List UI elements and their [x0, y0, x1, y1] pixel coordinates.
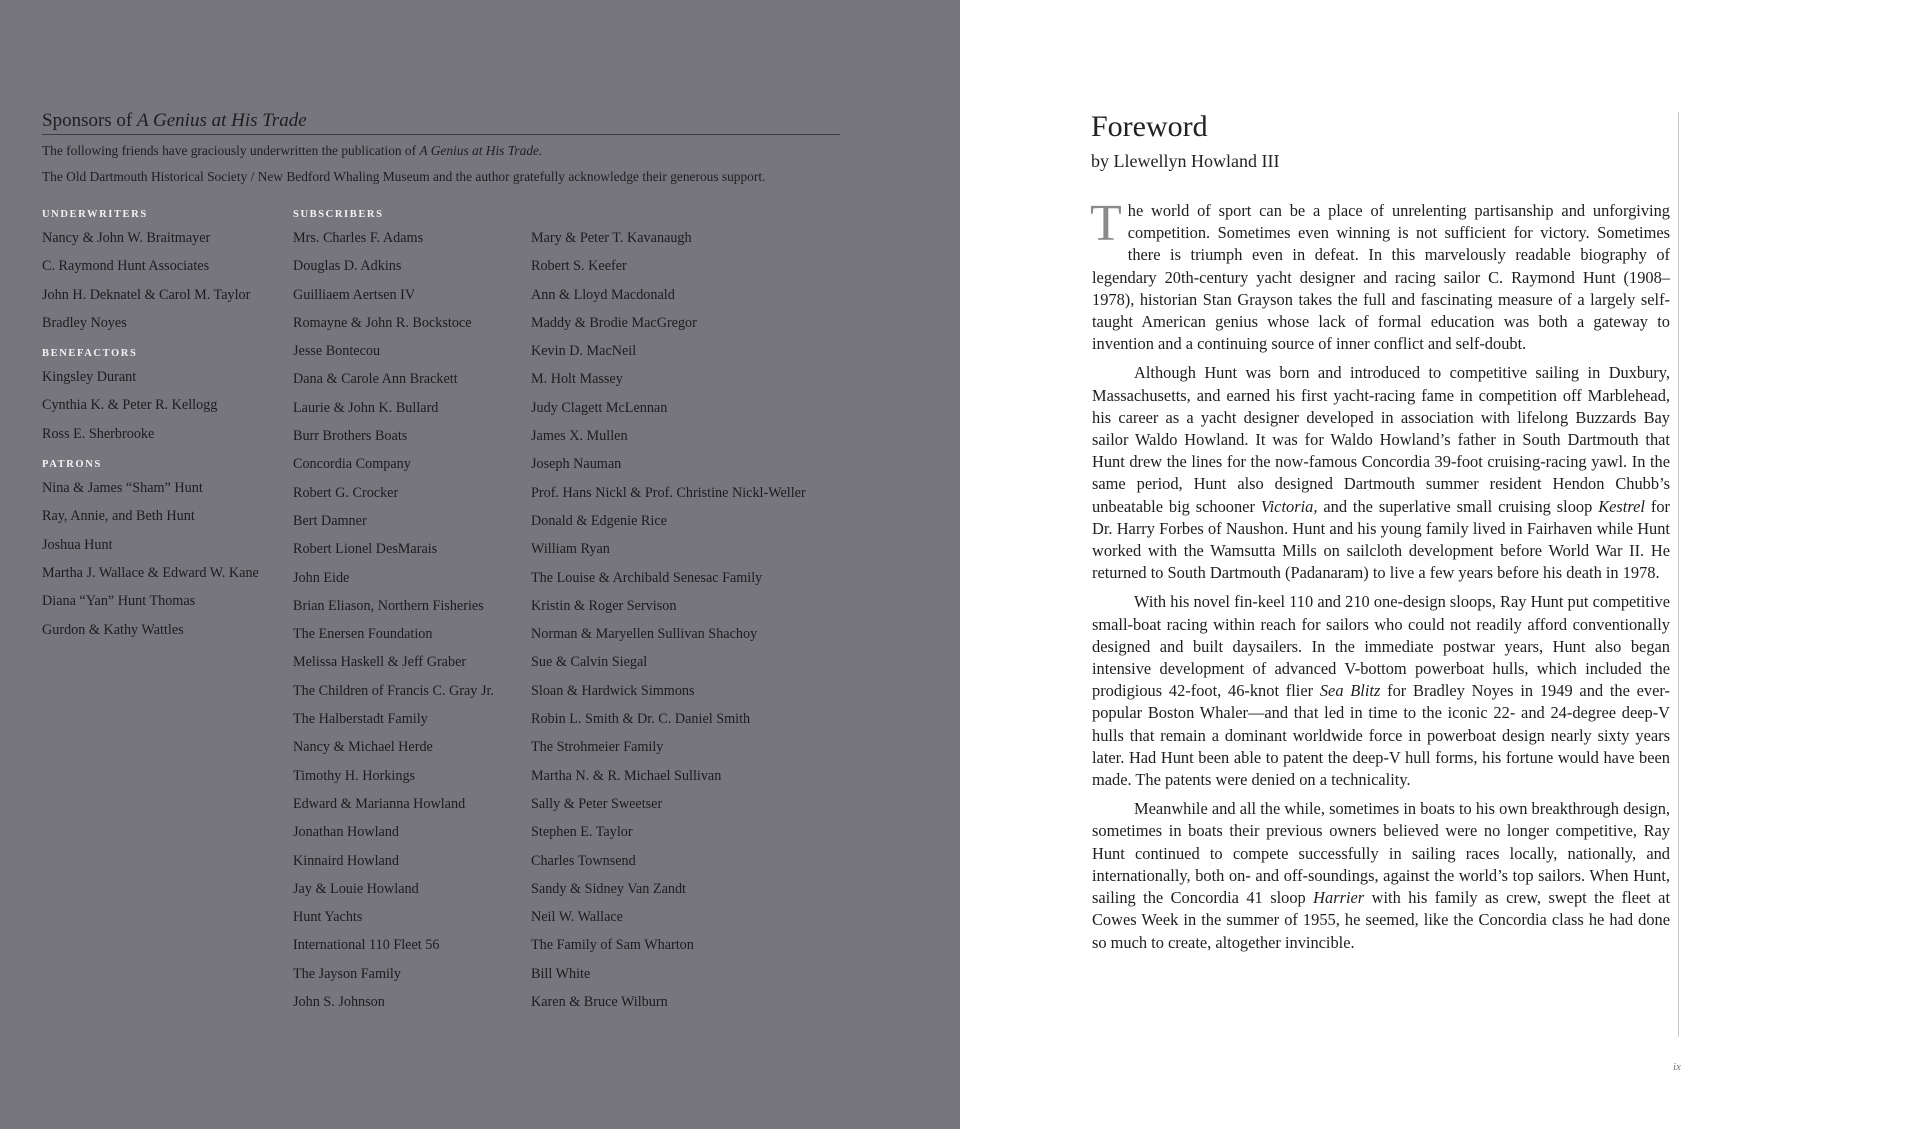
sponsor-name: The Halberstadt Family — [293, 711, 428, 728]
sponsor-name: Donald & Edgenie Rice — [531, 512, 667, 529]
paragraph-3-text-a: With his novel fin-keel 110 and 210 one-design sloops, Ray Hunt put competitive small-boat racing within reach for sailors who could not readily afford conventionally designed and built daysailers. In the immediate postwar years, Hunt also began intensive development of advanced V-bottom powerboat hulls, which included the prodigious 42-foot, 46-knot flier — [1092, 592, 1670, 701]
sponsor-name: Nancy & John W. Braitmayer — [42, 230, 211, 246]
paragraph-1 — [1090, 195, 1670, 355]
sponsor-name: Gurdon & Kathy Wattles — [42, 621, 184, 638]
paragraph-2-text-c: for Dr. Harry Forbes of Naushon. Hunt and his young family lived in Fairhaven while Hunt worked with the Wamsutta Mills on sailcloth development before World War II. He returned to South Dartmouth (Padanaram) to live a few years before his death in 1978. — [1092, 496, 1670, 583]
sponsor-name: Robert S. Keefer — [531, 258, 627, 275]
category-label-subscribers: SUBSCRIBERS — [293, 209, 384, 220]
title-divider — [42, 134, 840, 135]
sponsor-name: Martha N. & R. Michael Sullivan — [531, 767, 722, 784]
sponsor-name: Joseph Nauman — [531, 456, 622, 473]
foreword-byline: by Llewellyn Howland III — [1091, 151, 1280, 171]
underwriters-list — [42, 224, 259, 337]
column-spacer — [531, 206, 806, 224]
sponsor-name: Bill White — [531, 965, 591, 982]
sponsor-column-3 — [531, 206, 806, 1016]
sponsor-name: Robert G. Crocker — [293, 484, 399, 501]
category-label-patrons: PATRONS — [42, 459, 102, 471]
sponsor-name: John Eide — [293, 569, 350, 586]
sponsor-name: Timothy H. Horkings — [293, 767, 416, 784]
sponsors-title-book: A Genius at His Trade — [137, 110, 307, 131]
foreword-title: Foreword — [1091, 110, 1208, 143]
sponsor-name: Jonathan Howland — [293, 824, 399, 841]
sponsor-name: Martha J. Wallace & Edward W. Kane — [42, 564, 259, 581]
sponsor-name: Robert Lionel DesMarais — [293, 541, 438, 558]
sponsor-name: Bradley Noyes — [42, 314, 127, 331]
sponsor-name: The Children of Francis C. Gray Jr. — [293, 682, 494, 699]
sponsor-name: Burr Brothers Boats — [293, 428, 408, 445]
sponsor-name: Robin L. Smith & Dr. C. Daniel Smith — [531, 711, 751, 728]
sponsor-name: Ray, Annie, and Beth Hunt — [42, 508, 195, 525]
sponsor-name: Kevin D. MacNeil — [531, 343, 637, 360]
sponsor-name: Dana & Carole Ann Brackett — [293, 371, 458, 388]
sponsor-name: Stephen E. Taylor — [531, 824, 633, 841]
sponsor-name: Karen & Bruce Wilburn — [531, 994, 668, 1011]
sponsor-name: Maddy & Brodie MacGregor — [531, 314, 697, 331]
sponsor-name: Ross E. Sherbrooke — [42, 425, 155, 442]
patrons-list — [42, 474, 259, 644]
page-margin-rule — [1678, 112, 1679, 1037]
sponsor-name: Joshua Hunt — [42, 536, 113, 553]
sponsor-name: Kinnaird Howland — [293, 852, 399, 869]
sponsor-name: M. Holt Massey — [531, 371, 623, 388]
paragraph-2-text-b: and the superlative small cruising sloop — [1317, 496, 1599, 516]
sponsor-name: Sue & Calvin Siegal — [531, 654, 648, 671]
sponsors-title — [42, 110, 307, 132]
sponsor-name: Jesse Bontecou — [293, 343, 381, 360]
sponsor-name: Douglas D. Adkins — [293, 258, 402, 275]
sponsor-name: Romayne & John R. Bockstoce — [293, 314, 472, 331]
sponsor-name: Jay & Louie Howland — [293, 880, 419, 897]
drop-cap: T — [1090, 195, 1122, 252]
category-label-benefactors: BENEFACTORS — [42, 348, 138, 360]
category-label-underwriters: UNDERWRITERS — [42, 209, 148, 220]
sponsor-name: Neil W. Wallace — [531, 909, 623, 926]
sponsor-column-1 — [42, 206, 259, 644]
sponsor-name: Nancy & Michael Herde — [293, 739, 433, 756]
sponsor-name: Hunt Yachts — [293, 909, 363, 926]
sponsor-name: The Strohmeier Family — [531, 739, 664, 756]
page-number: ix — [1673, 1061, 1681, 1073]
subscribers-list-1 — [293, 224, 494, 1016]
boat-name-kestrel: Kestrel — [1598, 496, 1645, 516]
sponsor-name: Kristin & Roger Servison — [531, 597, 677, 614]
sponsor-name: Cynthia K. & Peter R. Kellogg — [42, 397, 218, 414]
sponsor-name: John S. Johnson — [293, 994, 385, 1011]
sponsor-name: Nina & James “Sham” Hunt — [42, 480, 203, 497]
sponsor-name: Brian Eliason, Northern Fisheries — [293, 597, 484, 614]
sponsor-name: International 110 Fleet 56 — [293, 937, 440, 954]
paragraph-4-text-a: Meanwhile and all the while, sometimes in boats to his own breakthrough design, sometimes in boats their previous owners believed were no longer competitive, Ray Hunt continued to compete successfully in sailing races locally, nationally, and internationally, both on- and off-soundings, against the world’s top sailors. When Hunt, sailing the Concordia 41 sloop — [1092, 799, 1670, 908]
sponsor-name: The Family of Sam Wharton — [531, 937, 694, 954]
sponsor-name: Sandy & Sidney Van Zandt — [531, 880, 687, 897]
sponsor-name: Melissa Haskell & Jeff Graber — [293, 654, 467, 671]
sponsor-name: Judy Clagett McLennan — [531, 399, 668, 416]
benefactors-list — [42, 363, 259, 448]
paragraph-4-text-b: with his family as crew, swept the fleet at Cowes Week in the summer of 1955, he seemed, like the Concordia class he had done so much to create, altogether invincible. — [1092, 888, 1671, 952]
sponsor-name: The Jayson Family — [293, 965, 401, 982]
boat-name-victoria: Victoria, — [1260, 496, 1318, 516]
sponsor-name: Prof. Hans Nickl & Prof. Christine Nickl-Weller — [531, 484, 806, 501]
paragraph-1-text: he world of sport can be a place of unrelenting partisanship and unforgiving competition. Sometimes even winning is not sufficient for victory. Sometimes there is triumph even in defeat. In this marvelously readable biography of legendary 20th-century yacht designer and racing sailor C. Raymond Hunt (1908–1978), historian Stan Grayson takes the full and fascinating measure of a largely self-taught American genius whose lack of formal education was both a gateway to invention and a continuing source of inner conflict and self-doubt. — [1092, 201, 1670, 354]
intro-line-1-text: The following friends have graciously underwritten the publication of — [42, 143, 420, 158]
sponsor-name: The Enersen Foundation — [293, 626, 433, 643]
sponsor-name: Sally & Peter Sweetser — [531, 795, 663, 812]
sponsor-name: Edward & Marianna Howland — [293, 795, 466, 812]
sponsor-name: John H. Deknatel & Carol M. Taylor — [42, 286, 251, 303]
boat-name-sea-blitz: Sea Blitz — [1319, 681, 1381, 701]
sponsor-name: Concordia Company — [293, 456, 411, 473]
sponsor-name: The Louise & Archibald Senesac Family — [531, 569, 763, 586]
paragraph-2-text-a: Although Hunt was born and introduced to competitive sailing in Duxbury, Massachusetts, and earned his first yacht-racing fame in competition off Marblehead, his career as a yacht designer developed in association with lifelong Buzzards Bay sailor Waldo Howland. It was for Waldo Howland’s father in South Dartmouth that Hunt drew the lines for the now-famous Concordia 39-foot cruising-racing yawl. In the same period, Hunt also designed Dartmouth summer resident Hendon Chubb’s unbeatable big schooner — [1092, 363, 1670, 516]
sponsor-name: Diana “Yan” Hunt Thomas — [42, 593, 196, 610]
foreword-body — [1090, 195, 1671, 961]
sponsor-name: Guilliaem Aertsen IV — [293, 286, 416, 303]
sponsor-name: James X. Mullen — [531, 428, 628, 445]
intro-line-2: The Old Dartmouth Historical Society / New Bedford Whaling Museum and the author gratefully acknowledge their generous support. — [42, 169, 766, 184]
sponsor-name: C. Raymond Hunt Associates — [42, 258, 210, 275]
paragraph-2 — [1092, 362, 1670, 584]
sponsor-column-2 — [293, 206, 494, 1016]
intro-line-1 — [42, 143, 542, 159]
subscribers-list-2 — [531, 224, 806, 1016]
sponsor-name: Norman & Maryellen Sullivan Shachoy — [531, 626, 758, 643]
sponsor-name: Mrs. Charles F. Adams — [293, 230, 424, 246]
sponsor-name: Charles Townsend — [531, 852, 636, 869]
paragraph-3 — [1092, 591, 1670, 791]
sponsor-name: Sloan & Hardwick Simmons — [531, 682, 695, 699]
sponsor-name: William Ryan — [531, 541, 610, 558]
paragraph-4 — [1092, 798, 1670, 953]
sponsor-name: Bert Damner — [293, 512, 367, 529]
sponsor-name: Kingsley Durant — [42, 369, 137, 386]
sponsor-name: Laurie & John K. Bullard — [293, 399, 439, 416]
sponsor-name: Mary & Peter T. Kavanaugh — [531, 230, 692, 246]
boat-name-harrier: Harrier — [1313, 888, 1365, 908]
sponsor-name: Ann & Lloyd Macdonald — [531, 286, 675, 303]
paragraph-3-text-b: for Bradley Noyes in 1949 and the ever-popular Boston Whaler—and that led in time to the iconic 22- and 24-degree deep-V hulls that remain a dominant worldwide force in powerboat design nearly sixty years later. Had Hunt been able to patent the deep-V hull forms, his fortune would have been made. The patents were denied on a technicality. — [1092, 681, 1670, 790]
sponsors-title-prefix: Sponsors of — [42, 110, 138, 131]
intro-line-1-book: A Genius at His Trade. — [419, 143, 543, 158]
